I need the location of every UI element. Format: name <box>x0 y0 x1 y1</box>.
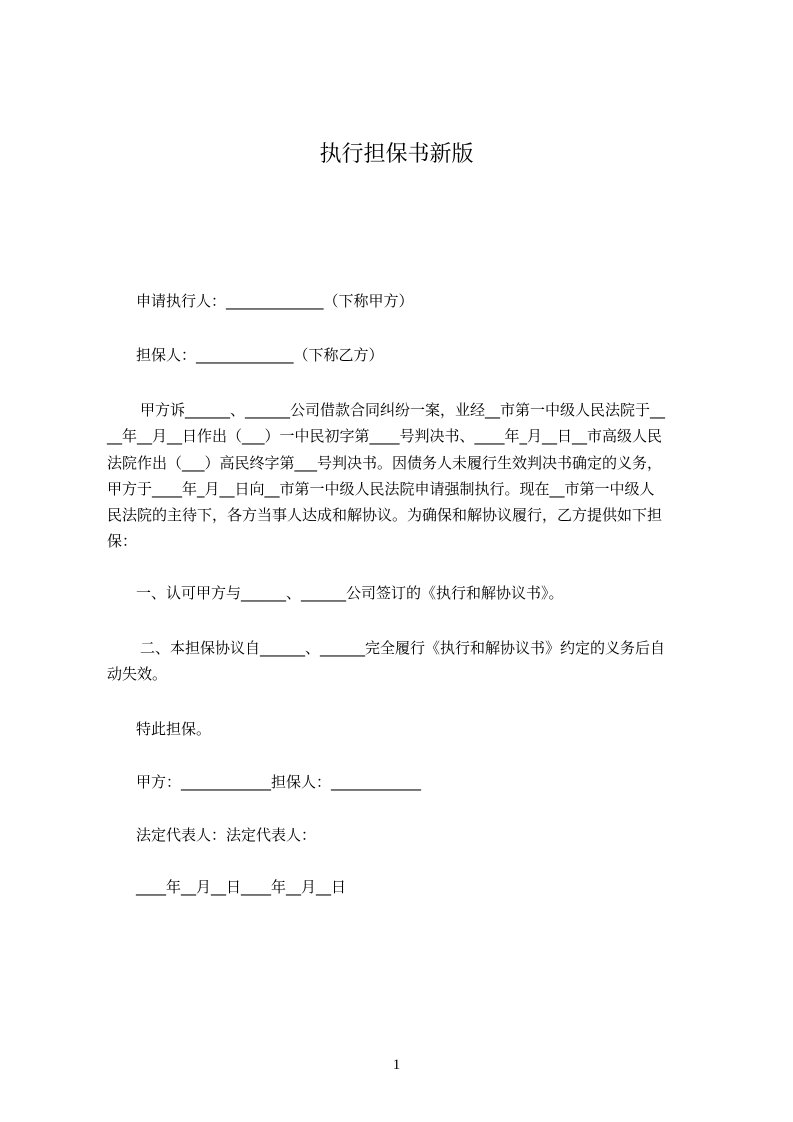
applicant-line: 申请执行人：_____________（下称甲方） <box>136 292 414 310</box>
clause-two-line: 动失效。 <box>107 665 168 683</box>
special-guarantee: 特此担保。 <box>136 720 212 738</box>
date-line: ____年__月__日____年__月__日 <box>136 878 347 896</box>
case-description-line: 甲方诉______、______公司借款合同纠纷一案，业经__市第一中级人民法院于__ <box>140 401 666 419</box>
representative-line: 法定代表人：法定代表人： <box>136 826 317 844</box>
clause-two-line: 二、本担保协议自______、______完全履行《执行和解协议书》约定的义务后自 <box>140 639 666 657</box>
case-description-line: 甲方于____年_月__日向__市第一中级人民法院申请强制执行。现在__市第一中级人 <box>107 480 655 498</box>
page-number: 1 <box>392 1057 401 1073</box>
signature-line: 甲方：____________担保人：____________ <box>136 773 422 791</box>
case-description-line: 民法院的主待下，各方当事人达成和解协议。为确保和解协议履行，乙方提供如下担 <box>107 506 663 524</box>
guarantor-line: 担保人：_____________（下称乙方） <box>136 346 384 364</box>
clause-one: 一、认可甲方与______、______公司签订的《执行和解协议书》。 <box>136 584 564 602</box>
case-description-line: __年__月__日作出（___）一中民初字第____号判决书、____年_月__日__市高级人民 <box>107 427 663 445</box>
case-description-line: 法院作出（___）高民终字第___号判决书。因债务人未履行生效判决书确定的义务， <box>107 454 663 472</box>
case-description-line: 保： <box>107 532 138 550</box>
document-title: 执行担保书新版 <box>319 142 474 167</box>
